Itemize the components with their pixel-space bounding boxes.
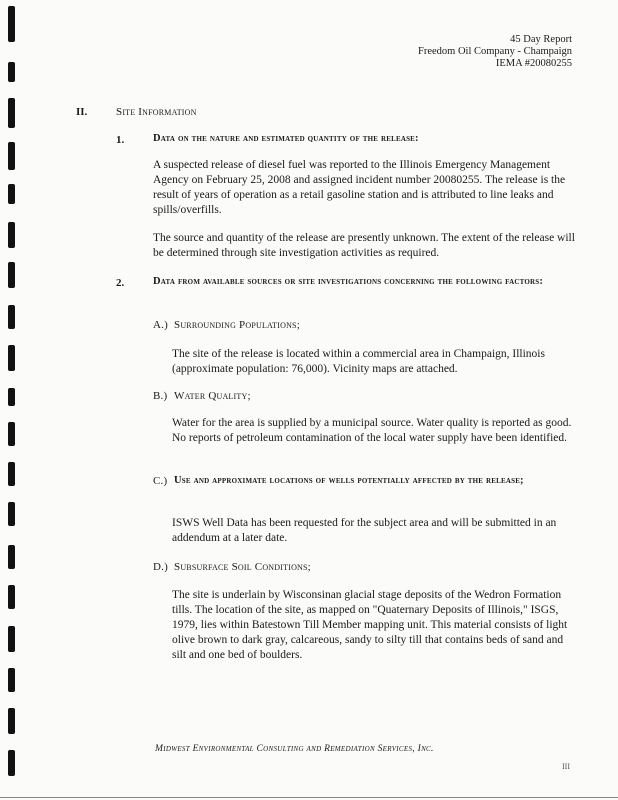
binder-mark xyxy=(8,708,15,734)
subitem-d-title: Subsurface Soil Conditions; xyxy=(174,561,311,573)
binder-mark xyxy=(8,6,15,42)
page-bottom-rule xyxy=(0,797,618,798)
binder-mark xyxy=(8,222,15,248)
binder-mark xyxy=(8,462,15,486)
item-1-heading: Data on the nature and estimated quantity of the release: xyxy=(153,133,419,144)
incident-number: IEMA #20080255 xyxy=(495,58,572,69)
item-1-paragraph-1: A suspected release of diesel fuel was reported to the Illinois Emergency Management Agency on February 25, 2008 and assigned incident number 20080255. The release is the result of years of operation as a retail gasoline station and is attributed to line leaks and spills/overfills. xyxy=(153,159,566,216)
binder-mark xyxy=(8,98,15,128)
section-number: II. xyxy=(76,106,88,118)
subitem-a-label: A.) xyxy=(153,319,168,331)
subitem-d-label: D.) xyxy=(153,561,168,573)
subitem-a-text: The site of the release is located within a commercial area in Champaign, Illinois (approximate population: 76,000). Vicinity maps are attached. xyxy=(172,348,545,375)
binder-mark xyxy=(8,585,15,609)
subitem-b-label: B.) xyxy=(153,390,168,402)
page-marker: III xyxy=(562,762,570,771)
subitem-d-text: The site is underlain by Wisconsinan glacial stage deposits of the Wedron Formation tills. The location of the site, as mapped on "Quaternary Deposits of Illinois," ISGS, 1979, lies within Batestown Till Member mapping unit. This material consists of light olive brown to dark gray, calcareous, sandy to silty till that contains beds of sand and silt and one bed of boulders. xyxy=(172,589,568,661)
binder-mark xyxy=(8,626,15,652)
binder-mark xyxy=(8,345,15,371)
binder-mark xyxy=(8,388,15,406)
subitem-b-text: Water for the area is supplied by a municipal source. Water quality is reported as good. No reports of petroleum contamination of the local water supply have been identified. xyxy=(172,417,572,444)
binder-mark xyxy=(8,305,15,329)
company-footer: Midwest Environmental Consulting and Remediation Services, Inc. xyxy=(155,744,434,754)
binder-mark xyxy=(8,502,15,526)
subitem-c-text: ISWS Well Data has been requested for the subject area and will be submitted in an addendum at a later date. xyxy=(172,517,557,544)
item-1-paragraph-2: The source and quantity of the release are presently unknown. The extent of the release will be determined through site investigation activities as required. xyxy=(153,232,575,259)
subitem-a-title: Surrounding Populations; xyxy=(174,319,300,331)
subitem-c-title: Use and approximate locations of wells potentially affected by the release; xyxy=(174,475,524,486)
item-1-number: 1. xyxy=(116,134,125,146)
binder-mark xyxy=(8,750,15,776)
client-name: Freedom Oil Company - Champaign xyxy=(418,46,572,57)
item-2-number: 2. xyxy=(116,277,125,289)
subitem-c-label: C.) xyxy=(153,475,168,487)
subitem-b-title: Water Quality; xyxy=(174,390,251,402)
binder-mark xyxy=(8,62,15,82)
binder-mark xyxy=(8,142,15,170)
binder-mark xyxy=(8,545,15,569)
binder-mark xyxy=(8,422,15,446)
item-2-heading: Data from available sources or site investigations concerning the following factors: xyxy=(153,276,544,287)
binder-mark xyxy=(8,184,15,204)
binder-mark xyxy=(8,668,15,692)
report-header xyxy=(418,34,572,70)
section-title: Site Information xyxy=(116,106,197,118)
report-title: 45 Day Report xyxy=(510,34,572,45)
binder-mark xyxy=(8,262,15,288)
